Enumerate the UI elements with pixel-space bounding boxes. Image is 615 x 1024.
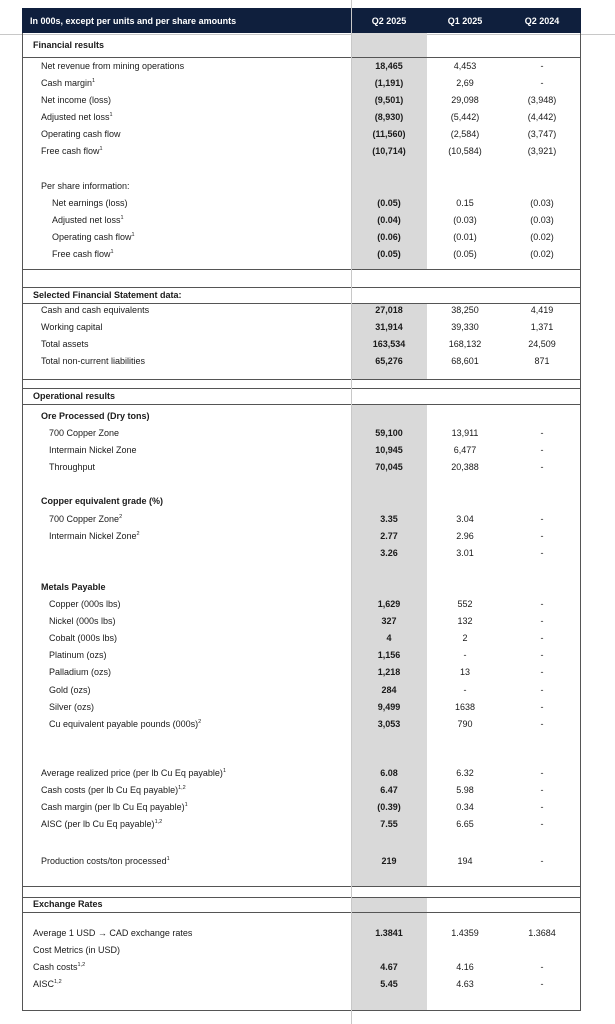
value-q2-2024: (4,442): [527, 112, 557, 122]
rule: [22, 303, 581, 304]
footnote-marker: 1: [222, 768, 226, 774]
row-label: Copper equivalent grade (%): [41, 496, 164, 506]
footnote-marker: 2: [198, 719, 202, 725]
value-q2-2025: (8,930): [374, 112, 404, 122]
value-q2-2025: 3.35: [380, 514, 398, 524]
value-q2-2024: -: [540, 719, 544, 729]
value-q2-2025: (0.39): [377, 802, 401, 812]
footnote-marker: 1,2: [54, 979, 62, 985]
value-q2-2024: 1.3684: [528, 928, 556, 938]
row-label: AISC (per lb Cu Eq payable)$^{1,2}$: [41, 819, 163, 829]
row-label: Cash margin (per lb Cu Eq payable)$^1$: [41, 802, 188, 812]
value-q2-2025: 65,276: [375, 356, 403, 366]
footnote-marker: 2: [119, 514, 123, 520]
value-q2-2025: 7.55: [380, 819, 398, 829]
value-q1-2025: 552: [457, 599, 473, 609]
value-q1-2025: 132: [457, 616, 473, 626]
value-q2-2024: 24,509: [528, 339, 556, 349]
row-label: Production costs/ton processed$^1$: [41, 856, 170, 866]
value-q2-2024: -: [540, 802, 544, 812]
row-label: Net income (loss): [41, 95, 112, 105]
row-label: Net earnings (loss): [52, 198, 128, 208]
value-q2-2025: 70,045: [375, 462, 403, 472]
row-label: Average 1 USD → CAD exchange rates: [33, 928, 193, 938]
value-q2-2025: (11,560): [372, 129, 406, 139]
value-q2-2025: 4.67: [380, 962, 398, 972]
page-guide-horizontal: [0, 34, 615, 35]
value-q2-2024: -: [540, 616, 544, 626]
rule: [22, 886, 581, 887]
value-q1-2025: (0.01): [453, 232, 477, 242]
value-q2-2025: 6.08: [380, 768, 398, 778]
value-q1-2025: (0.03): [453, 215, 477, 225]
row-label: Operating cash flow: [41, 129, 121, 139]
value-q2-2025: (9,501): [374, 95, 404, 105]
row-label: Throughput: [49, 462, 96, 472]
value-q2-2024: -: [540, 78, 544, 88]
value-q1-2025: -: [463, 685, 467, 695]
value-q2-2024: -: [540, 819, 544, 829]
row-label: Adjusted net loss$^1$: [52, 215, 124, 225]
row-label: Per share information:: [41, 181, 130, 191]
value-q2-2024: (3,747): [527, 129, 557, 139]
value-q2-2024: -: [540, 785, 544, 795]
value-q1-2025: 20,388: [451, 462, 479, 472]
value-q2-2024: -: [540, 685, 544, 695]
value-q2-2024: -: [540, 445, 544, 455]
value-q1-2025: 29,098: [451, 95, 479, 105]
value-q1-2025: 1.4359: [451, 928, 479, 938]
value-q1-2025: 38,250: [451, 305, 479, 315]
q2-2025-column-shade: [351, 897, 427, 1010]
row-label: Copper (000s lbs): [49, 599, 121, 609]
row-label: Cash costs$^{1,2}$: [33, 962, 86, 972]
value-q2-2025: 59,100: [375, 428, 403, 438]
value-q2-2025: 18,465: [375, 61, 403, 71]
value-q2-2024: 1,371: [530, 322, 554, 332]
footnote-marker: 1: [99, 146, 103, 152]
footnote-marker: 2: [136, 531, 140, 537]
rule: [22, 287, 581, 288]
value-q2-2024: -: [540, 61, 544, 71]
header-q2-2025: Q2 2025: [371, 16, 407, 26]
row-label: Free cash flow$^1$: [41, 146, 103, 156]
row-label: Intermain Nickel Zone$^2$: [49, 531, 140, 541]
rule: [22, 1010, 581, 1011]
rule: [22, 57, 581, 58]
footnote-marker: 1: [120, 215, 124, 221]
value-q1-2025: 3.04: [456, 514, 474, 524]
row-label: Cash and cash equivalents: [41, 305, 150, 315]
row-label: Ore Processed (Dry tons): [41, 411, 150, 421]
value-q2-2025: 163,534: [372, 339, 406, 349]
value-q2-2025: 1,156: [377, 650, 401, 660]
value-q2-2024: (3,948): [527, 95, 557, 105]
value-q2-2025: (0.05): [377, 198, 401, 208]
value-q1-2025: 2.96: [456, 531, 474, 541]
value-q2-2024: (0.02): [530, 232, 554, 242]
value-q2-2024: (0.02): [530, 249, 554, 259]
value-q2-2025: 3,053: [377, 719, 401, 729]
value-q1-2025: 2: [462, 633, 468, 643]
value-q2-2024: (3,921): [527, 146, 557, 156]
rule: [22, 379, 581, 380]
footnote-marker: 1: [184, 802, 188, 808]
page-guide-vertical: [351, 0, 352, 1024]
row-label: Cost Metrics (in USD): [33, 945, 121, 955]
table-header: [22, 8, 581, 33]
value-q2-2024: -: [540, 428, 544, 438]
rule: [22, 388, 581, 389]
row-label: Gold (ozs): [49, 685, 91, 695]
footnote-marker: 1: [109, 112, 113, 118]
value-q2-2024: -: [540, 548, 544, 558]
value-q2-2024: -: [540, 962, 544, 972]
value-q2-2024: -: [540, 768, 544, 778]
value-q1-2025: -: [463, 650, 467, 660]
rule: [22, 404, 581, 405]
value-q2-2024: 4,419: [530, 305, 554, 315]
value-q2-2025: 31,914: [375, 322, 403, 332]
value-q2-2025: (1,191): [374, 78, 404, 88]
value-q1-2025: 168,132: [448, 339, 482, 349]
footnote-marker: 1: [110, 249, 114, 255]
value-q1-2025: 2,69: [456, 78, 474, 88]
value-q2-2024: -: [540, 650, 544, 660]
value-q2-2024: 871: [534, 356, 550, 366]
value-q1-2025: (2,584): [450, 129, 480, 139]
row-label: Adjusted net loss$^1$: [41, 112, 113, 122]
value-q2-2024: -: [540, 667, 544, 677]
value-q2-2025: 2.77: [380, 531, 398, 541]
value-q2-2024: -: [540, 979, 544, 989]
value-q2-2024: -: [540, 531, 544, 541]
row-label: Nickel (000s lbs): [49, 616, 116, 626]
value-q1-2025: 6,477: [453, 445, 477, 455]
row-label: Average realized price (per lb Cu Eq payable)$^1$: [41, 768, 226, 778]
value-q1-2025: 0.34: [456, 802, 474, 812]
row-label: Platinum (ozs): [49, 650, 107, 660]
value-q2-2024: (0.03): [530, 215, 554, 225]
value-q1-2025: 13,911: [451, 428, 479, 438]
value-q2-2024: -: [540, 702, 544, 712]
header-q2-2024: Q2 2024: [524, 16, 560, 26]
value-q2-2024: -: [540, 633, 544, 643]
value-q1-2025: (0.05): [453, 249, 477, 259]
table-right-border: [580, 33, 581, 1011]
value-q2-2025: 27,018: [375, 305, 403, 315]
value-q2-2025: (0.05): [377, 249, 401, 259]
row-label: Palladium (ozs): [49, 667, 112, 677]
value-q2-2025: 284: [381, 685, 397, 695]
value-q2-2025: 1.3841: [375, 928, 403, 938]
row-label: Intermain Nickel Zone: [49, 445, 137, 455]
rule: [22, 269, 581, 270]
value-q2-2025: (0.04): [377, 215, 401, 225]
value-q1-2025: 68,601: [451, 356, 479, 366]
value-q2-2024: -: [540, 514, 544, 524]
row-label: Cobalt (000s lbs): [49, 633, 118, 643]
value-q2-2025: (0.06): [377, 232, 401, 242]
value-q1-2025: 1638: [454, 702, 476, 712]
row-label: 700 Copper Zone$^2$: [49, 514, 123, 524]
footnote-marker: 1: [131, 232, 135, 238]
row-label: Working capital: [41, 322, 103, 332]
value-q1-2025: 0.15: [456, 198, 474, 208]
value-q2-2025: 219: [381, 856, 397, 866]
value-q2-2025: 9,499: [377, 702, 401, 712]
value-q1-2025: 4,453: [453, 61, 477, 71]
value-q2-2024: -: [540, 462, 544, 472]
value-q2-2024: -: [540, 599, 544, 609]
rule: [22, 897, 581, 898]
row-label: 700 Copper Zone: [49, 428, 120, 438]
value-q2-2025: 3.26: [380, 548, 398, 558]
header-label: In 000s, except per units and per share amounts: [30, 16, 237, 26]
row-label: Cash costs (per lb Cu Eq payable)$^{1,2}$: [41, 785, 186, 795]
row-label: Cu equivalent payable pounds $(000s)^2$: [49, 719, 202, 729]
value-q1-2025: 4.63: [456, 979, 474, 989]
value-q2-2024: -: [540, 856, 544, 866]
value-q1-2025: 790: [457, 719, 473, 729]
value-q2-2025: 1,629: [377, 599, 401, 609]
value-q2-2025: 6.47: [380, 785, 398, 795]
value-q1-2025: 6.65: [456, 819, 474, 829]
value-q1-2025: 13: [459, 667, 470, 677]
footnote-marker: 1,2: [154, 819, 163, 825]
value-q2-2025: 5.45: [380, 979, 398, 989]
value-q1-2025: 194: [457, 856, 473, 866]
row-label: Silver (ozs): [49, 702, 95, 712]
value-q2-2025: 4: [386, 633, 392, 643]
rule: [22, 912, 581, 913]
value-q2-2025: 1,218: [377, 667, 401, 677]
value-q1-2025: 4.16: [456, 962, 474, 972]
footnote-marker: 1: [92, 78, 96, 84]
row-label: Total non-current liabilities: [41, 356, 146, 366]
row-label: AISC$^{1,2}$: [33, 979, 62, 989]
value-q1-2025: (10,584): [448, 146, 482, 156]
q2-2025-column-shade: [351, 404, 427, 886]
row-label: Free cash flow$^1$: [52, 249, 114, 259]
value-q2-2025: 327: [381, 616, 397, 626]
value-q1-2025: 39,330: [451, 322, 479, 332]
value-q1-2025: 3.01: [456, 548, 474, 558]
value-q2-2025: 10,945: [375, 445, 403, 455]
footnote-marker: 1,2: [178, 785, 186, 791]
value-q1-2025: 5.98: [456, 785, 474, 795]
footnote-marker: 1,2: [77, 962, 86, 968]
row-label: Metals Payable: [41, 582, 106, 592]
value-q1-2025: 6.32: [456, 768, 474, 778]
table-left-border: [22, 33, 23, 1011]
row-label: Net revenue from mining operations: [41, 61, 185, 71]
row-label: Cash margin$^1$: [41, 78, 96, 88]
value-q2-2024: (0.03): [530, 198, 554, 208]
footnote-marker: 1: [166, 856, 170, 862]
value-q2-2025: (10,714): [372, 146, 406, 156]
row-label: Operating cash flow$^1$: [52, 232, 135, 242]
row-label: Total assets: [41, 339, 89, 349]
value-q1-2025: (5,442): [450, 112, 480, 122]
header-q1-2025: Q1 2025: [447, 16, 483, 26]
